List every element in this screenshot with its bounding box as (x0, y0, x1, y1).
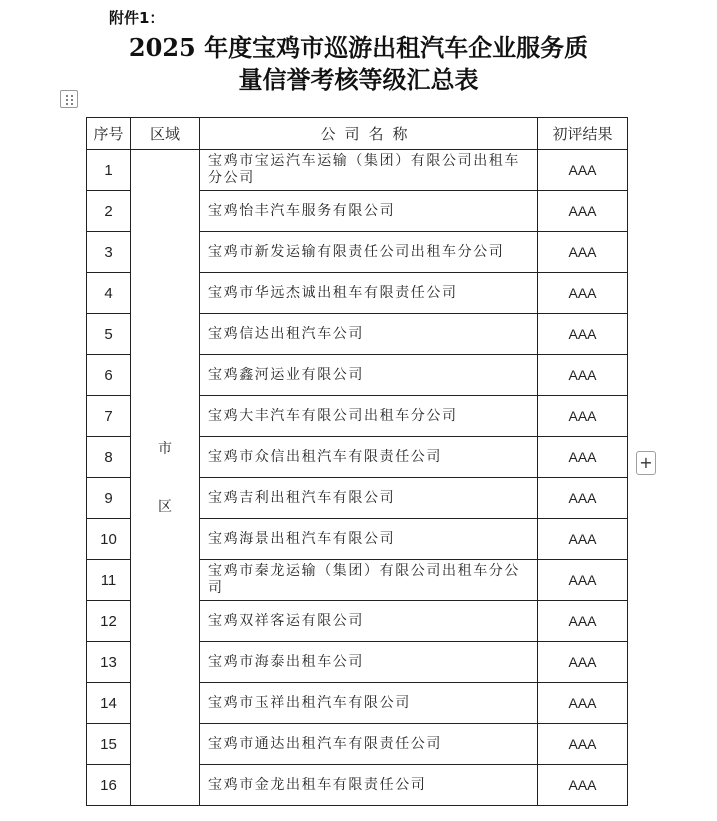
row-number: 13 (87, 642, 131, 683)
row-number: 10 (87, 519, 131, 560)
row-number: 1 (87, 150, 131, 191)
company-name: 宝鸡市华远杰诚出租车有限责任公司 (200, 273, 538, 314)
company-name: 宝鸡市秦龙运输（集团）有限公司出租车分公司 (200, 560, 538, 601)
grade-value: AAA (538, 519, 628, 560)
grade-value: AAA (538, 683, 628, 724)
add-column-button[interactable] (636, 451, 656, 475)
grade-value: AAA (538, 396, 628, 437)
row-number: 9 (87, 478, 131, 519)
grade-value: AAA (538, 150, 628, 191)
company-name: 宝鸡市众信出租汽车有限责任公司 (200, 437, 538, 478)
region-char-2: 区 (158, 498, 172, 515)
summary-table (86, 117, 628, 806)
company-name: 宝鸡市通达出租汽车有限责任公司 (200, 724, 538, 765)
grade-value: AAA (538, 273, 628, 314)
company-name: 宝鸡市宝运汽车运输（集团）有限公司出租车分公司 (200, 150, 538, 191)
header-company: 公司名称 (200, 118, 538, 150)
company-name: 宝鸡大丰汽车有限公司出租车分公司 (200, 396, 538, 437)
header-index: 序号 (87, 118, 131, 150)
grade-value: AAA (538, 765, 628, 806)
grade-value: AAA (538, 191, 628, 232)
region-char-1: 市 (158, 440, 172, 457)
row-number: 2 (87, 191, 131, 232)
region-cell (131, 150, 200, 806)
grade-value: AAA (538, 560, 628, 601)
company-name: 宝鸡市玉祥出租汽车有限公司 (200, 683, 538, 724)
table-row (87, 150, 628, 191)
grade-value: AAA (538, 601, 628, 642)
row-number: 12 (87, 601, 131, 642)
header-result: 初评结果 (538, 118, 628, 150)
header-region: 区域 (131, 118, 200, 150)
company-name: 宝鸡双祥客运有限公司 (200, 601, 538, 642)
table-move-handle-icon[interactable] (60, 90, 78, 108)
row-number: 5 (87, 314, 131, 355)
company-name: 宝鸡吉利出租汽车有限公司 (200, 478, 538, 519)
company-name: 宝鸡海景出租汽车有限公司 (200, 519, 538, 560)
grade-value: AAA (538, 314, 628, 355)
company-name: 宝鸡鑫河运业有限公司 (200, 355, 538, 396)
grade-value: AAA (538, 232, 628, 273)
company-name: 宝鸡信达出租汽车公司 (200, 314, 538, 355)
company-name: 宝鸡市海泰出租车公司 (200, 642, 538, 683)
attachment-label: 附件1： (109, 9, 165, 27)
row-number: 7 (87, 396, 131, 437)
row-number: 3 (87, 232, 131, 273)
grade-value: AAA (538, 478, 628, 519)
company-name: 宝鸡怡丰汽车服务有限公司 (200, 191, 538, 232)
row-number: 6 (87, 355, 131, 396)
document-title-line-1: 2025 年度宝鸡市巡游出租汽车企业服务质 (128, 33, 589, 62)
grade-value: AAA (538, 724, 628, 765)
row-number: 11 (87, 560, 131, 601)
row-number: 8 (87, 437, 131, 478)
row-number: 4 (87, 273, 131, 314)
row-number: 16 (87, 765, 131, 806)
table-header-row (87, 118, 628, 150)
document-title-line-2: 量信誉考核等级汇总表 (238, 65, 479, 94)
company-name: 宝鸡市新发运输有限责任公司出租车分公司 (200, 232, 538, 273)
grade-value: AAA (538, 437, 628, 478)
grade-value: AAA (538, 642, 628, 683)
plus-icon: + (639, 453, 653, 472)
company-name: 宝鸡市金龙出租车有限责任公司 (200, 765, 538, 806)
row-number: 14 (87, 683, 131, 724)
row-number: 15 (87, 724, 131, 765)
grade-value: AAA (538, 355, 628, 396)
